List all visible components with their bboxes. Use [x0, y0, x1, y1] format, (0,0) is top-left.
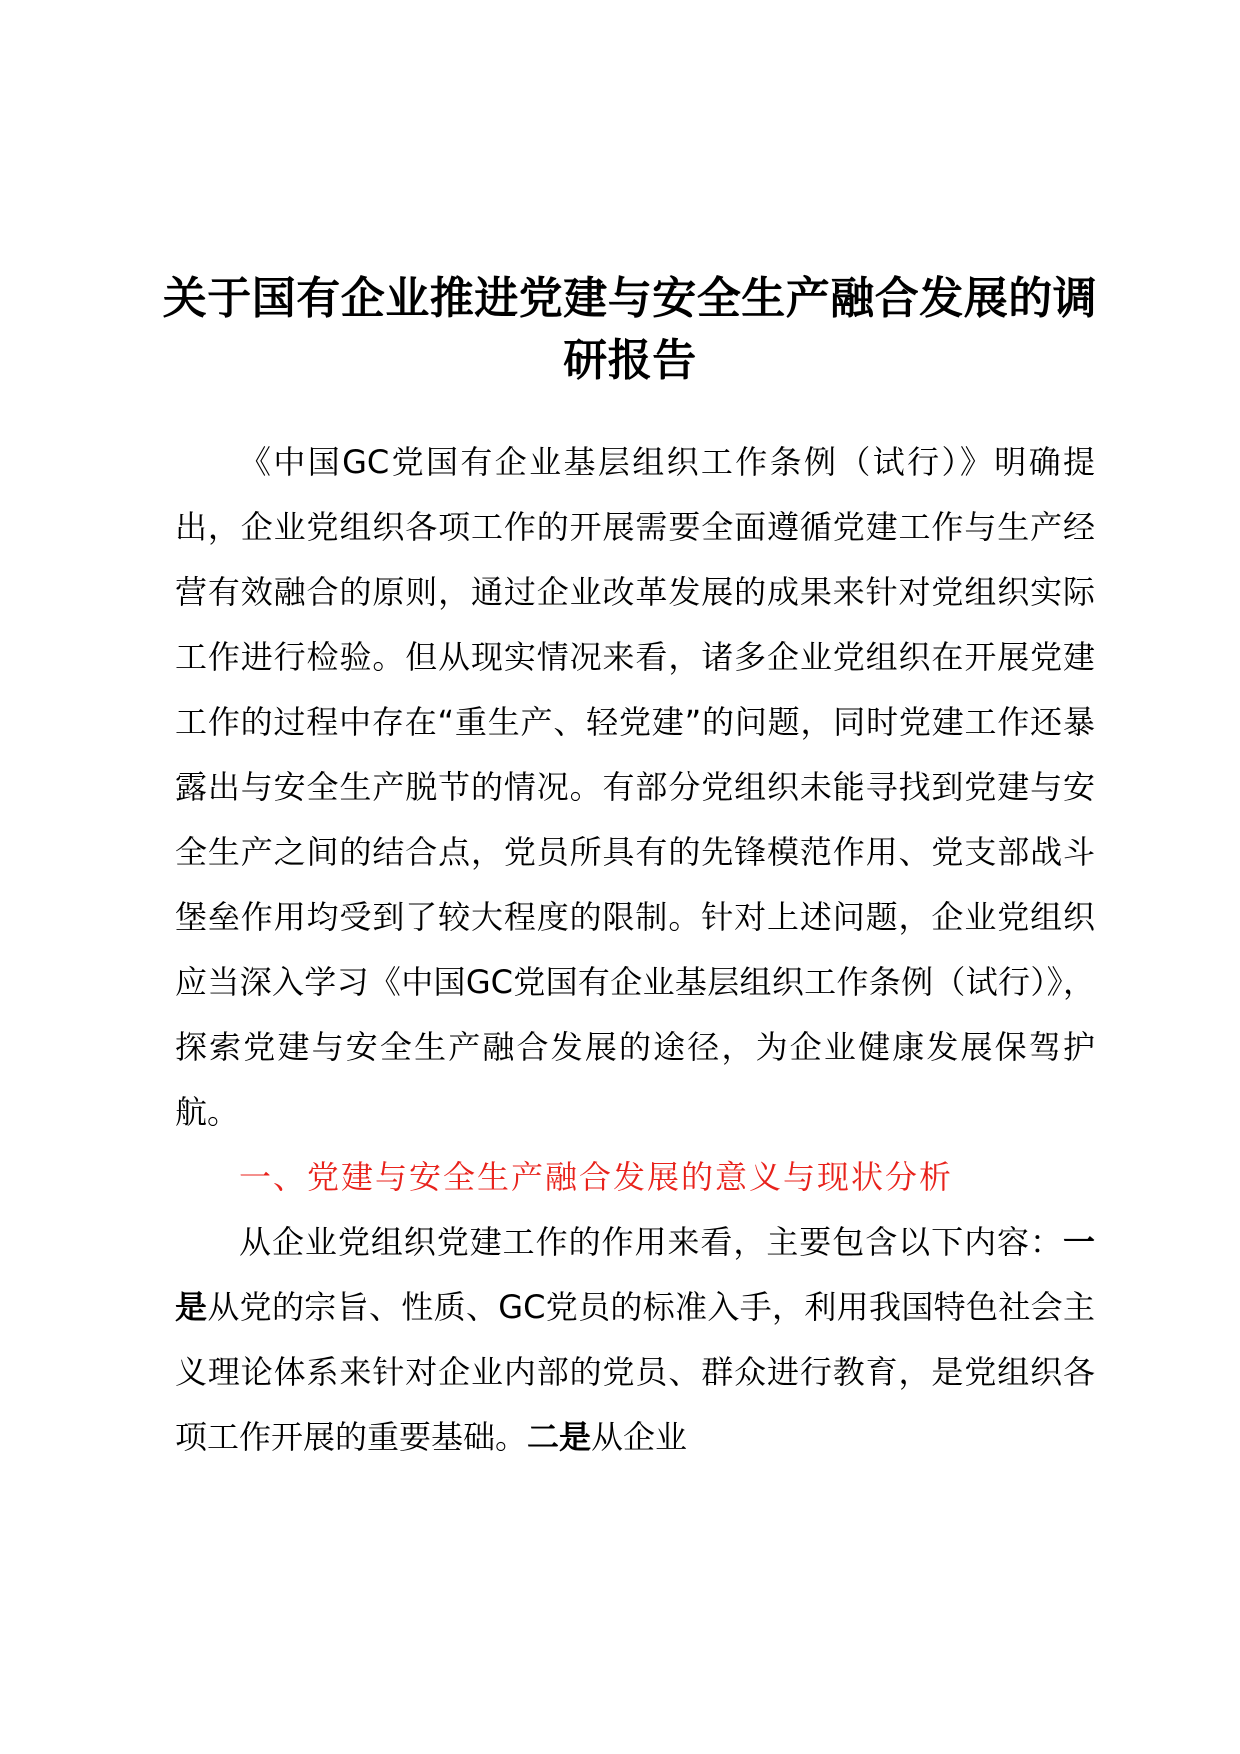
- section-lead-text: 从企业党组织党建工作的作用来看，主要包含以下内容：: [239, 1223, 1063, 1261]
- document-body: [175, 430, 1095, 1470]
- point-two-text: 从企业: [591, 1418, 688, 1456]
- point-two-label: 二是: [527, 1418, 592, 1456]
- section-paragraph: [175, 1210, 1095, 1470]
- point-one-text: 从党的宗旨、性质、GC党员的标准入手，利用我国特色社会主义理论体系来针对企业内部的党员、群众进行教育，是党组织各项工作开展的重要基础。: [175, 1288, 1095, 1456]
- section-heading: 一、党建与安全生产融合发展的意义与现状分析: [239, 1158, 954, 1196]
- intro-paragraph: 《中国GC党国有企业基层组织工作条例（试行）》明确提出，企业党组织各项工作的开展需要全面遵循党建工作与生产经营有效融合的原则，通过企业改革发展的成果来针对党组织实际工作进行检验。但从现实情况来看，诸多企业党组织在开展党建工作的过程中存在“重生产、轻党建”的问题，同时党建工作还暴露出与安全生产脱节的情况。有部分党组织未能寻找到党建与安全生产之间的结合点，党员所具有的先锋模范作用、党支部战斗堡垒作用均受到了较大程度的限制。针对上述问题，企业党组织应当深入学习《中国GC党国有企业基层组织工作条例（试行）》，探索党建与安全生产融合发展的途径，为企业健康发展保驾护航。: [175, 443, 1095, 1131]
- document-title: 关于国有企业推进党建与安全生产融合发展的调研报告: [162, 273, 1098, 386]
- point-one-label: 一是: [175, 1223, 1095, 1326]
